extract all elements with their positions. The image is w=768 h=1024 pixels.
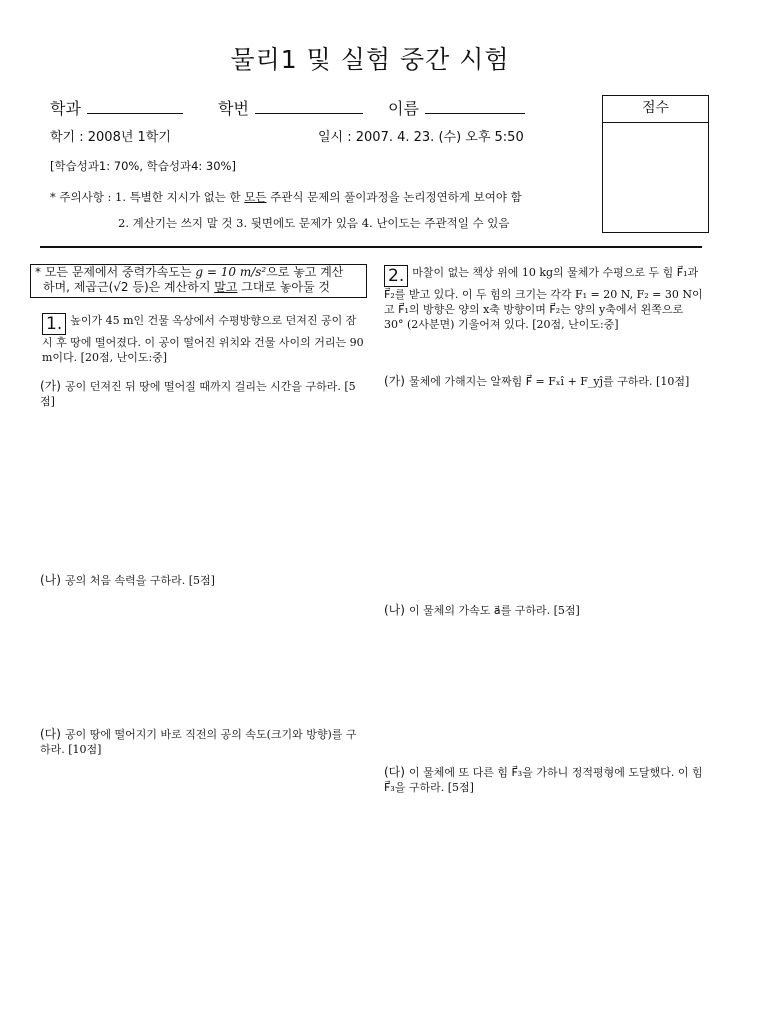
dept-blank[interactable] (87, 112, 183, 114)
question-2a-text: 물체에 가해지는 알짜힘 F⃗ = Fₓî + F_yĵ를 구하라. [10점] (408, 375, 690, 388)
header-divider (40, 246, 702, 248)
question-1a-text: 공이 던져진 뒤 땅에 떨어질 때까지 걸리는 시간을 구하라. [5점] (40, 380, 356, 408)
question-1-part-b (40, 573, 362, 588)
gravity-note-line2-post: 그대로 놓아둘 것 (237, 280, 331, 294)
question-2-part-c (384, 765, 706, 795)
question-2a-tag: (가) (384, 374, 405, 388)
gravity-note-line2 (35, 280, 362, 295)
question-2-text: 마찰이 없는 책상 위에 10 kg의 물체가 수평으로 두 힘 F⃗₁과 F⃗₂를 받고 있다. 이 두 힘의 크기는 각각 F₁ = 20 N, F₂ = 30 N이고 F⃗₁의 방향은 양의 x축 방향이며 F⃗₂는 양의 y축에서 왼쪽으로 30° (2사분면) 기울어져 있다. [20점, 난이도:중] (384, 266, 703, 331)
student-id-field[interactable] (218, 96, 363, 119)
question-2c-text: 이 물체에 또 다른 힘 F⃗₃을 가하니 정적평형에 도달했다. 이 힘 F⃗₃을 구하라. [5점] (384, 766, 703, 794)
name-label: 이름 (388, 99, 419, 118)
question-1b-text: 공의 처음 속력을 구하라. [5점] (64, 574, 215, 587)
question-2-part-b (384, 603, 706, 618)
gravity-note-line2-emph: 말고 (214, 280, 238, 294)
question-1c-text: 공이 땅에 떨어지기 바로 직전의 공의 속도(크기와 방향)를 구하라. [10점] (40, 728, 357, 756)
question-1a-tag: (가) (40, 379, 61, 393)
question-1-text: 높이가 45 m인 건물 옥상에서 수평방향으로 던져진 공이 잠시 후 땅에 떨어졌다. 이 공이 떨어진 위치와 건물 사이의 거리는 90 m이다. [20점, 난이도:중] (42, 314, 364, 364)
notes-line1-pre: * 주의사항 : 1. 특별한 지시가 없는 한 (50, 190, 245, 204)
notes-line1-post: 주관식 문제의 풀이과정을 논리정연하게 보여야 함 (266, 190, 522, 204)
gravity-note-line1-post: 으로 놓고 계산 (266, 265, 344, 279)
notes-line1 (50, 189, 522, 205)
student-id-label: 학번 (218, 99, 249, 118)
student-id-blank[interactable] (255, 112, 363, 114)
dept-field[interactable] (50, 96, 183, 119)
question-1-number: 1. (42, 313, 66, 335)
notes-line1-emph: 모든 (244, 190, 267, 204)
gravity-note-box (30, 264, 367, 298)
gravity-note-line1 (35, 265, 362, 280)
question-1b-tag: (나) (40, 573, 61, 587)
name-field[interactable] (388, 96, 525, 119)
question-2-part-a (384, 374, 706, 389)
question-2c-tag: (다) (384, 765, 405, 779)
gravity-note-line1-pre: * 모든 문제에서 중력가속도는 (35, 265, 196, 279)
question-2 (384, 265, 704, 332)
question-2b-tag: (나) (384, 603, 405, 617)
gravity-note-line2-pre: 하며, 제곱근(√2 등)은 계산하지 (43, 280, 215, 294)
page-title: 물리1 및 실험 중간 시험 (230, 45, 510, 74)
dept-label: 학과 (50, 99, 81, 118)
question-1c-tag: (다) (40, 727, 61, 741)
learning-outcomes: [학습성과1: 70%, 학습성과4: 30%] (50, 159, 236, 173)
question-1-part-a (40, 379, 362, 409)
score-label: 점수 (603, 96, 708, 123)
name-blank[interactable] (425, 112, 525, 114)
semester: 학기 : 2008년 1학기 (50, 130, 171, 145)
question-1-part-c (40, 727, 362, 757)
question-2b-text: 이 물체의 가속도 a⃗를 구하라. [5점] (408, 604, 580, 617)
score-box[interactable] (602, 95, 709, 233)
gravity-formula: g = 10 m/s² (195, 265, 267, 279)
question-1 (42, 313, 364, 365)
question-2-number: 2. (384, 265, 408, 287)
exam-datetime: 일시 : 2007. 4. 23. (수) 오후 5:50 (318, 130, 524, 145)
notes-line2: 2. 계산기는 쓰지 말 것 3. 뒷면에도 문제가 있음 4. 난이도는 주관적일 수 있음 (118, 216, 510, 230)
